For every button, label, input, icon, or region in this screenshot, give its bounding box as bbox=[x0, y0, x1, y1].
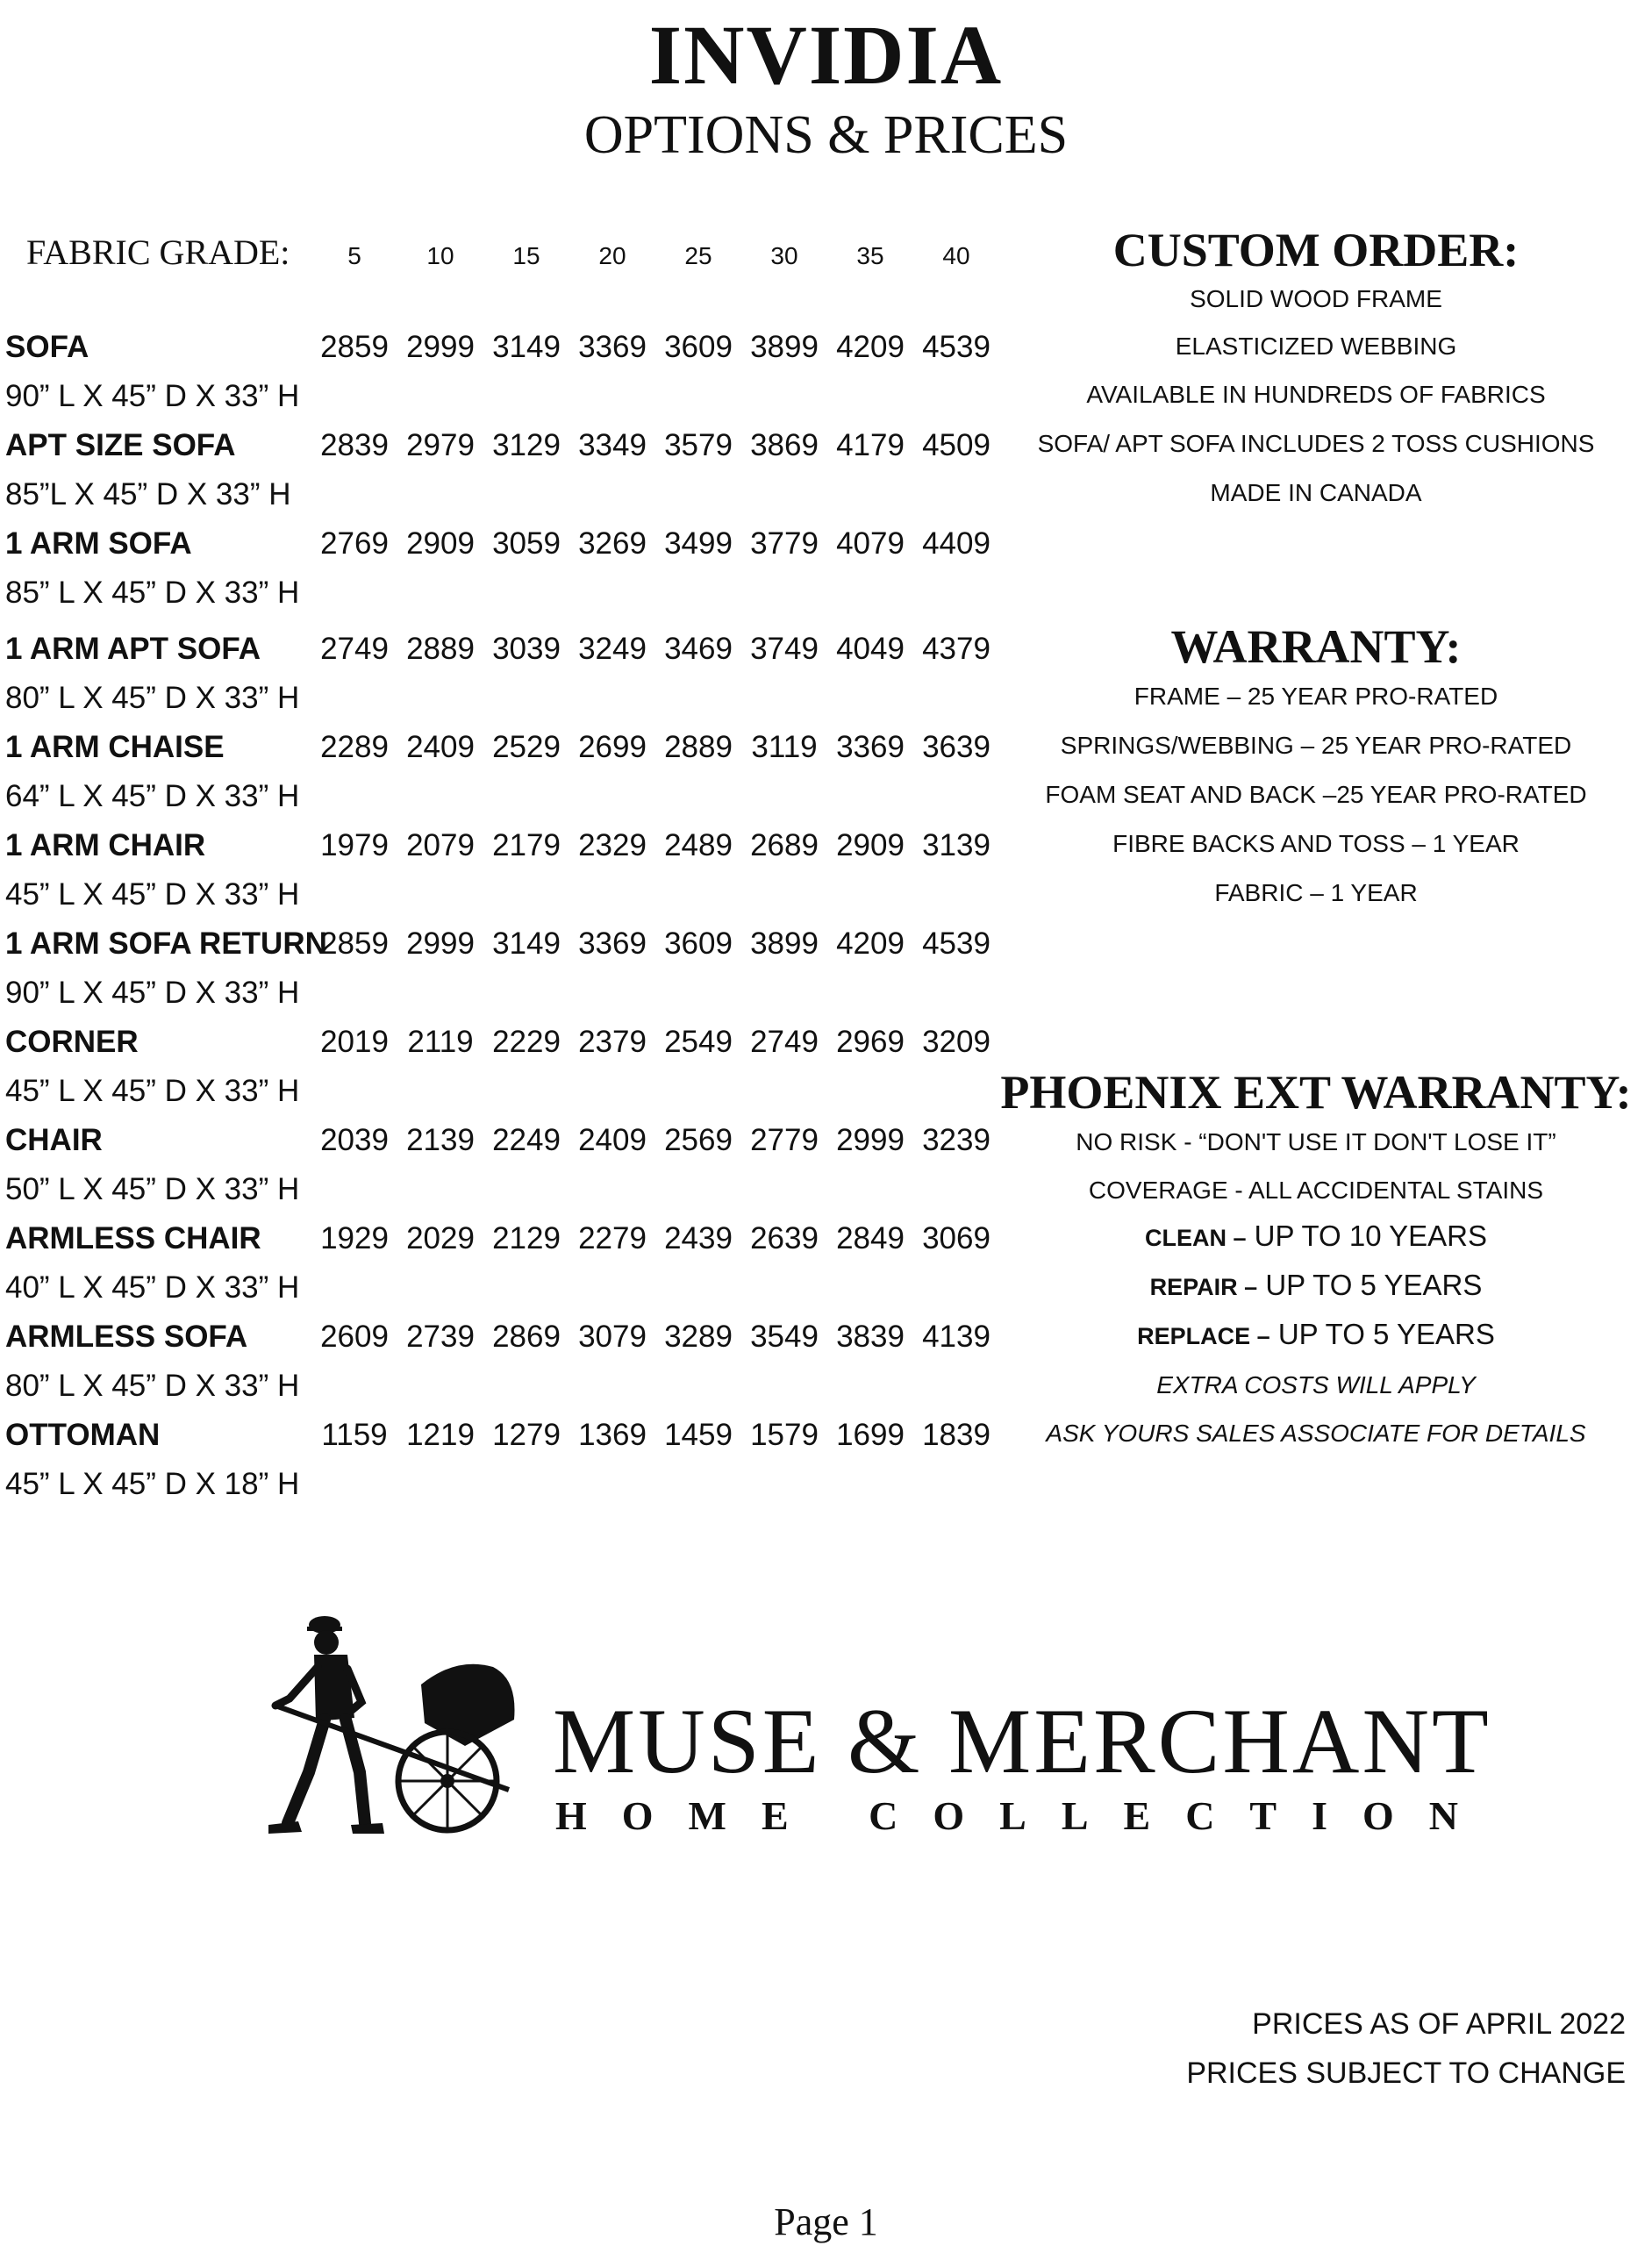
price-cell: 2859 bbox=[320, 330, 389, 364]
product-dimensions: 85”L X 45” D X 33” H bbox=[5, 477, 291, 511]
phoenix-clean-label: CLEAN – bbox=[1144, 1225, 1247, 1251]
price-cell: 2569 bbox=[664, 1123, 733, 1157]
price-cell: 3749 bbox=[750, 632, 819, 666]
page-subtitle: OPTIONS & PRICES bbox=[583, 105, 1069, 165]
product-name: SOFA bbox=[5, 330, 89, 364]
product-name: 1 ARM SOFA bbox=[5, 526, 192, 561]
price-cell: 3369 bbox=[578, 926, 647, 961]
phoenix-no-risk: NO RISK - “DON'T USE IT DON'T LOSE IT” bbox=[1076, 1128, 1556, 1155]
price-cell: 4509 bbox=[922, 428, 990, 462]
warranty-item: FOAM SEAT AND BACK –25 YEAR PRO-RATED bbox=[1045, 781, 1587, 808]
price-cell: 3839 bbox=[836, 1320, 905, 1354]
price-cell: 2889 bbox=[664, 730, 733, 764]
price-cell: 3119 bbox=[751, 730, 818, 764]
price-cell: 4539 bbox=[922, 330, 990, 364]
price-cell: 3149 bbox=[492, 926, 561, 961]
custom-order-item: SOLID WOOD FRAME bbox=[1190, 285, 1442, 312]
price-cell: 2179 bbox=[492, 828, 561, 862]
price-cell: 3059 bbox=[492, 526, 561, 561]
price-cell: 2689 bbox=[750, 828, 819, 862]
price-cell: 2909 bbox=[836, 828, 905, 862]
fabric-grade-label: FABRIC GRADE: bbox=[26, 232, 290, 272]
price-cell: 3579 bbox=[664, 428, 733, 462]
product-dimensions: 64” L X 45” D X 33” H bbox=[5, 779, 300, 813]
price-cell: 2439 bbox=[664, 1221, 733, 1255]
price-cell: 3269 bbox=[578, 526, 647, 561]
price-cell: 2849 bbox=[836, 1221, 905, 1255]
price-cell: 1279 bbox=[492, 1418, 561, 1452]
price-cell: 2869 bbox=[492, 1320, 561, 1354]
warranty-heading: WARRANTY: bbox=[1170, 620, 1462, 673]
price-cell: 2379 bbox=[578, 1025, 647, 1059]
product-name: ARMLESS SOFA bbox=[5, 1320, 248, 1354]
price-cell: 2019 bbox=[320, 1025, 389, 1059]
product-name: CORNER bbox=[5, 1025, 139, 1059]
prices-as-of: PRICES AS OF APRIL 2022 bbox=[1252, 2007, 1626, 2041]
price-cell: 2749 bbox=[320, 632, 389, 666]
custom-order-item: AVAILABLE IN HUNDREDS OF FABRICS bbox=[1086, 381, 1546, 408]
price-cell: 1369 bbox=[578, 1418, 647, 1452]
price-cell: 4179 bbox=[836, 428, 905, 462]
price-cell: 2889 bbox=[406, 632, 475, 666]
product-name: OTTOMAN bbox=[5, 1418, 161, 1452]
price-cell: 2279 bbox=[578, 1221, 647, 1255]
price-cell: 2839 bbox=[320, 428, 389, 462]
phoenix-repair-value: UP TO 5 YEARS bbox=[1265, 1269, 1483, 1301]
price-cell: 2529 bbox=[492, 730, 561, 764]
phoenix-warranty-heading: PHOENIX EXT WARRANTY: bbox=[1000, 1066, 1632, 1119]
page-number: Page 1 bbox=[774, 2200, 878, 2243]
price-cell: 2119 bbox=[407, 1025, 474, 1059]
price-cell: 4209 bbox=[836, 926, 905, 961]
price-cell: 2329 bbox=[578, 828, 647, 862]
price-cell: 3069 bbox=[922, 1221, 990, 1255]
price-cell: 1979 bbox=[320, 828, 389, 862]
fabric-grade-value: 20 bbox=[598, 242, 626, 269]
phoenix-replace bbox=[965, 1317, 1652, 1354]
price-cell: 1699 bbox=[836, 1418, 905, 1452]
fabric-grade-value: 10 bbox=[426, 242, 454, 269]
custom-order-item: SOFA/ APT SOFA INCLUDES 2 TOSS CUSHIONS bbox=[1037, 430, 1595, 457]
product-dimensions: 80” L X 45” D X 33” H bbox=[5, 681, 300, 715]
price-cell: 2999 bbox=[406, 926, 475, 961]
price-cell: 2999 bbox=[836, 1123, 905, 1157]
price-cell: 3129 bbox=[492, 428, 561, 462]
phoenix-repair bbox=[965, 1268, 1652, 1305]
price-cell: 2609 bbox=[320, 1320, 389, 1354]
price-cell: 1839 bbox=[922, 1418, 990, 1452]
product-name: ARMLESS CHAIR bbox=[5, 1221, 261, 1255]
price-cell: 3079 bbox=[578, 1320, 647, 1354]
product-dimensions: 45” L X 45” D X 33” H bbox=[5, 1074, 300, 1108]
price-cell: 2639 bbox=[750, 1221, 819, 1255]
product-dimensions: 90” L X 45” D X 33” H bbox=[5, 976, 300, 1010]
price-cell: 3209 bbox=[922, 1025, 990, 1059]
fabric-grade-value: 40 bbox=[942, 242, 970, 269]
product-dimensions: 45” L X 45” D X 33” H bbox=[5, 877, 300, 912]
price-cell: 4409 bbox=[922, 526, 990, 561]
rickshaw-puller-icon bbox=[268, 1616, 515, 1834]
warranty-item: FRAME – 25 YEAR PRO-RATED bbox=[1134, 683, 1498, 710]
price-cell: 1459 bbox=[664, 1418, 733, 1452]
price-cell: 2139 bbox=[406, 1123, 475, 1157]
price-cell: 3469 bbox=[664, 632, 733, 666]
price-cell: 2029 bbox=[406, 1221, 475, 1255]
price-cell: 4049 bbox=[836, 632, 905, 666]
price-cell: 2549 bbox=[664, 1025, 733, 1059]
price-cell: 3639 bbox=[922, 730, 990, 764]
warranty-item: SPRINGS/WEBBING – 25 YEAR PRO-RATED bbox=[1060, 732, 1572, 759]
price-cell: 2129 bbox=[492, 1221, 561, 1255]
product-dimensions: 80” L X 45” D X 33” H bbox=[5, 1369, 300, 1403]
custom-order-item: ELASTICIZED WEBBING bbox=[1175, 333, 1457, 360]
price-cell: 4079 bbox=[836, 526, 905, 561]
logo-title: MUSE & MERCHANT bbox=[553, 1690, 1491, 1792]
price-cell: 3899 bbox=[750, 330, 819, 364]
custom-order-heading: CUSTOM ORDER: bbox=[1112, 224, 1520, 276]
warranty-item: FIBRE BACKS AND TOSS – 1 YEAR bbox=[1112, 830, 1520, 857]
price-cell: 2409 bbox=[406, 730, 475, 764]
product-name: CHAIR bbox=[5, 1123, 103, 1157]
product-name: APT SIZE SOFA bbox=[5, 428, 236, 462]
price-cell: 3369 bbox=[836, 730, 905, 764]
price-cell: 1159 bbox=[321, 1418, 388, 1452]
phoenix-coverage: COVERAGE - ALL ACCIDENTAL STAINS bbox=[1088, 1177, 1544, 1204]
price-cell: 4139 bbox=[922, 1320, 990, 1354]
phoenix-extra-costs: EXTRA COSTS WILL APPLY bbox=[1156, 1371, 1476, 1398]
price-cell: 3899 bbox=[750, 926, 819, 961]
price-cell: 2489 bbox=[664, 828, 733, 862]
product-dimensions: 45” L X 45” D X 18” H bbox=[5, 1467, 300, 1501]
price-cell: 2079 bbox=[406, 828, 475, 862]
price-cell: 1929 bbox=[320, 1221, 389, 1255]
logo-subtitle: HOME COLLECTION bbox=[555, 1793, 1494, 1838]
fabric-grade-value: 30 bbox=[770, 242, 798, 269]
price-cell: 3369 bbox=[578, 330, 647, 364]
price-cell: 2779 bbox=[750, 1123, 819, 1157]
price-cell: 2749 bbox=[750, 1025, 819, 1059]
price-cell: 2289 bbox=[320, 730, 389, 764]
product-name: 1 ARM APT SOFA bbox=[5, 632, 261, 666]
price-cell: 3609 bbox=[664, 926, 733, 961]
fabric-grade-value: 35 bbox=[856, 242, 884, 269]
price-cell: 3239 bbox=[922, 1123, 990, 1157]
price-cell: 2909 bbox=[406, 526, 475, 561]
phoenix-clean bbox=[965, 1219, 1652, 1255]
product-dimensions: 85” L X 45” D X 33” H bbox=[5, 576, 300, 610]
price-cell: 2039 bbox=[320, 1123, 389, 1157]
price-cell: 3549 bbox=[750, 1320, 819, 1354]
phoenix-replace-value: UP TO 5 YEARS bbox=[1277, 1318, 1495, 1350]
price-cell: 2769 bbox=[320, 526, 389, 561]
price-cell: 3149 bbox=[492, 330, 561, 364]
price-cell: 3039 bbox=[492, 632, 561, 666]
product-name: 1 ARM CHAISE bbox=[5, 730, 225, 764]
price-cell: 4209 bbox=[836, 330, 905, 364]
fabric-grade-value: 5 bbox=[347, 242, 361, 269]
price-cell: 2229 bbox=[492, 1025, 561, 1059]
price-cell: 1219 bbox=[406, 1418, 475, 1452]
price-cell: 3609 bbox=[664, 330, 733, 364]
product-dimensions: 40” L X 45” D X 33” H bbox=[5, 1270, 300, 1305]
price-cell: 2739 bbox=[406, 1320, 475, 1354]
price-cell: 2999 bbox=[406, 330, 475, 364]
price-cell: 2859 bbox=[320, 926, 389, 961]
price-cell: 4539 bbox=[922, 926, 990, 961]
price-cell: 3139 bbox=[922, 828, 990, 862]
fabric-grade-value: 25 bbox=[684, 242, 712, 269]
price-cell: 1579 bbox=[750, 1418, 819, 1452]
price-cell: 2409 bbox=[578, 1123, 647, 1157]
custom-order-item: MADE IN CANADA bbox=[1210, 479, 1422, 506]
price-cell: 4379 bbox=[922, 632, 990, 666]
price-cell: 3289 bbox=[664, 1320, 733, 1354]
price-cell: 3249 bbox=[578, 632, 647, 666]
phoenix-ask-associate: ASK YOURS SALES ASSOCIATE FOR DETAILS bbox=[1046, 1420, 1586, 1447]
prices-subject-to-change: PRICES SUBJECT TO CHANGE bbox=[1186, 2056, 1626, 2090]
price-cell: 3779 bbox=[750, 526, 819, 561]
price-cell: 3499 bbox=[664, 526, 733, 561]
price-cell: 3349 bbox=[578, 428, 647, 462]
price-cell: 2979 bbox=[406, 428, 475, 462]
price-cell: 2249 bbox=[492, 1123, 561, 1157]
phoenix-repair-label: REPAIR – bbox=[1149, 1274, 1258, 1300]
page-title: INVIDIA bbox=[648, 8, 1004, 102]
phoenix-replace-label: REPLACE – bbox=[1137, 1323, 1270, 1349]
phoenix-clean-value: UP TO 10 YEARS bbox=[1254, 1220, 1488, 1252]
price-cell: 3869 bbox=[750, 428, 819, 462]
warranty-item: FABRIC – 1 YEAR bbox=[1214, 879, 1418, 906]
product-dimensions: 90” L X 45” D X 33” H bbox=[5, 379, 300, 413]
product-name: 1 ARM CHAIR bbox=[5, 828, 206, 862]
product-name: 1 ARM SOFA RETURN bbox=[5, 926, 327, 961]
price-cell: 2969 bbox=[836, 1025, 905, 1059]
product-dimensions: 50” L X 45” D X 33” H bbox=[5, 1172, 300, 1206]
fabric-grade-value: 15 bbox=[512, 242, 540, 269]
price-cell: 2699 bbox=[578, 730, 647, 764]
